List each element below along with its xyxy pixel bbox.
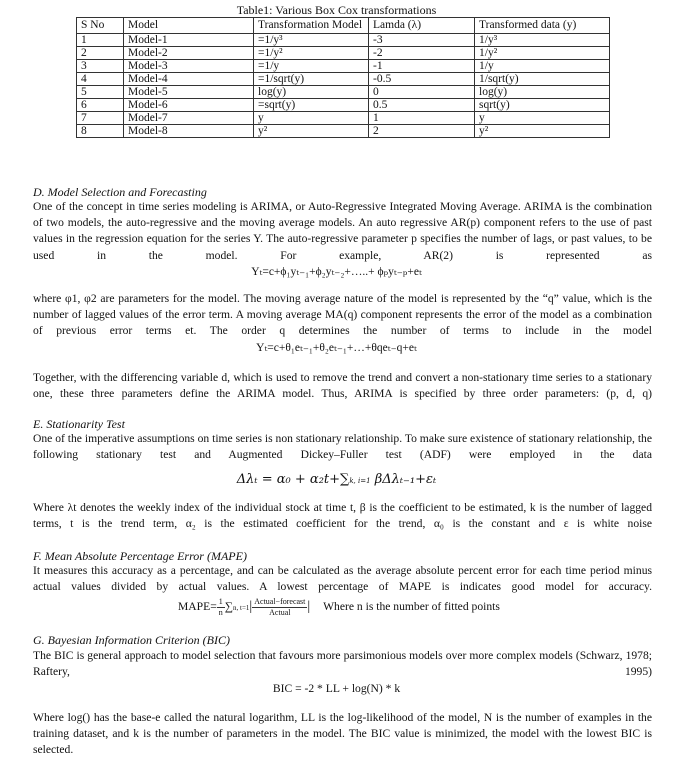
- frac2-num: Actual−forecast: [254, 597, 306, 606]
- table-cell: =1/y: [254, 60, 369, 73]
- mape-fraction-1n: [217, 597, 225, 618]
- table-cell: sqrt(y): [475, 99, 610, 112]
- box-cox-table: [76, 17, 610, 138]
- table-cell: 1/y: [475, 60, 610, 73]
- table-cell: Model-7: [124, 112, 254, 125]
- adf-equation: [0, 472, 673, 487]
- table-cell: log(y): [254, 86, 369, 99]
- frac2-den: Actual: [269, 608, 291, 617]
- header-transformation: Transformation Model: [254, 18, 369, 34]
- table-cell: =sqrt(y): [254, 99, 369, 112]
- section-g-para1: The BIC is general approach to model selection that favours more parsimonious models over more complex models (Schwarz, 1978; Raftery, 1995): [33, 649, 652, 679]
- table-cell: =1/sqrt(y): [254, 73, 369, 86]
- table-row: [77, 47, 610, 60]
- table-cell: 8: [77, 125, 124, 138]
- table-row: [77, 86, 610, 99]
- table-cell: log(y): [475, 86, 610, 99]
- table-row: [77, 112, 610, 125]
- header-lamda: Lamda (λ): [369, 18, 475, 34]
- table-cell: Model-8: [124, 125, 254, 138]
- table-cell: Model-4: [124, 73, 254, 86]
- mape-sum-limits: n, t=1: [233, 604, 250, 613]
- table-cell: =1/y³: [254, 34, 369, 47]
- table-cell: 0.5: [369, 99, 475, 112]
- section-g-para2: Where log() has the base-e called the natural logarithm, LL is the log-likelihood of the model, N is the number of examples in the training dataset, and k is the number of parameters in the model. The BIC value is minimized, the model with the lowest BIC is selected.: [33, 711, 652, 757]
- frac1-num: 1: [218, 597, 223, 606]
- ma-equation: Yₜ=c+θ₁eₜ₋₁+θ₂eₜ₋₁+…+θqeₜ₋q+eₜ: [256, 342, 417, 354]
- section-d-para3: Together, with the differencing variable d, which is used to remove the trend and convert a non-stationary time series to a stationary one, these three parameters define the ARIMA model. Thus, ARIMA is specified by three order parameters: (p, d, q): [33, 371, 652, 401]
- adf-sum-symbol: ∑: [340, 472, 350, 487]
- section-g-heading: G. Bayesian Information Criterion (BIC): [33, 633, 230, 647]
- mape-sum-symbol: ∑: [224, 600, 234, 614]
- section-d-para2: where φ1, φ2 are parameters for the model. The moving average nature of the model is represented by the “q” value, which is the number of lagged values of the error term. A moving average MA(q) component represents the error of the model as a combination of previous error terms et. The order q determines the number of terms to include in the model: [33, 292, 652, 338]
- table-cell: y: [475, 112, 610, 125]
- section-e-heading: E. Stationarity Test: [33, 417, 125, 431]
- header-sno: S No: [77, 18, 124, 34]
- table-row: [77, 60, 610, 73]
- mape-where: Where n is the number of fitted points: [323, 600, 500, 614]
- section-d-heading: D. Model Selection and Forecasting: [33, 185, 207, 199]
- table-caption: Table1: Various Box Cox transformations: [236, 3, 437, 17]
- table-cell: 5: [77, 86, 124, 99]
- table-cell: =1/y²: [254, 47, 369, 60]
- table-cell: -1: [369, 60, 475, 73]
- mape-fraction-error: [252, 597, 307, 618]
- adf-rhs: βΔλₜ₋₁+εₜ: [370, 472, 437, 487]
- table-row: [77, 73, 610, 86]
- header-model: Model: [124, 18, 254, 34]
- section-e-para1: One of the imperative assumptions on time series is non stationary relationship. To make sure existence of stationary relationship, the following stationary test and Augmented Dickey–Fuller test (ADF) were employed in the data: [33, 432, 652, 462]
- table-cell: y²: [254, 125, 369, 138]
- table-row: [77, 99, 610, 112]
- table-cell: 1/y²: [475, 47, 610, 60]
- table-cell: Model-1: [124, 34, 254, 47]
- table-cell: 0: [369, 86, 475, 99]
- table-cell: 1: [77, 34, 124, 47]
- header-transformed: Transformed data (y): [475, 18, 610, 34]
- adf-lhs: Δλₜ = α₀ + α₂t+: [236, 472, 341, 487]
- bic-equation: BIC = -2 * LL + log(N) * k: [272, 682, 401, 695]
- table-header-row: [77, 18, 610, 34]
- table-cell: -2: [369, 47, 475, 60]
- mape-equation: MAPE= $\frac{1}{n}$ ∑n, t=1| $\frac{\text{Actual−forecast}}{\text{Actual}}$ | Where n is the number of fitted points: [178, 597, 500, 617]
- table-row: [77, 125, 610, 138]
- table-cell: 2: [77, 47, 124, 60]
- table-cell: 6: [77, 99, 124, 112]
- section-f-para1: It measures this accuracy as a percentage, and can be calculated as the average absolute percent error for each time period minus actual values divided by actual values. A lowest percentage of MAPE is indicates good model for accuracy.: [33, 564, 652, 594]
- section-f-heading: F. Mean Absolute Percentage Error (MAPE): [33, 549, 247, 563]
- table-cell: 4: [77, 73, 124, 86]
- table-cell: Model-3: [124, 60, 254, 73]
- frac1-den: n: [218, 608, 223, 617]
- table-cell: Model-2: [124, 47, 254, 60]
- table-cell: 1/sqrt(y): [475, 73, 610, 86]
- table-cell: 7: [77, 112, 124, 125]
- table-cell: 2: [369, 125, 475, 138]
- adf-sum-limits: k, i=1: [349, 477, 371, 485]
- table-cell: -0.5: [369, 73, 475, 86]
- table-cell: Model-6: [124, 99, 254, 112]
- table-cell: -3: [369, 34, 475, 47]
- table-cell: 1: [369, 112, 475, 125]
- table-cell: 3: [77, 60, 124, 73]
- table-cell: y: [254, 112, 369, 125]
- mape-lhs: MAPE=: [178, 600, 217, 614]
- section-e-para2: Where λt denotes the weekly index of the individual stock at time t, β is the coefficient to be estimated, k is the number of lagged terms, t is the trend term, α₂ is the estimated coefficient for the trend, α₀ is the constant and ε is white noise: [33, 501, 652, 531]
- ar-equation: Yₜ=c+ϕ₁yₜ₋₁+ϕ₂yₜ₋₂+…..+ ϕₚyₜ₋ₚ+eₜ: [251, 266, 422, 278]
- table-cell: Model-5: [124, 86, 254, 99]
- table-cell: 1/y³: [475, 34, 610, 47]
- table-row: [77, 34, 610, 47]
- table-cell: y²: [475, 125, 610, 138]
- section-d-para1: One of the concept in time series modeling is ARIMA, or Auto-Regressive Integrated Moving Average. ARIMA is the combination of two models, the auto-regressive and the moving average models. An auto regressive AR(p) component refers to the use of past values in the regression equation for the series Y. The auto-regressive parameter p specifies the number of lags, or past values, to be used in the model. For example, AR(2) is represented as: [33, 200, 652, 262]
